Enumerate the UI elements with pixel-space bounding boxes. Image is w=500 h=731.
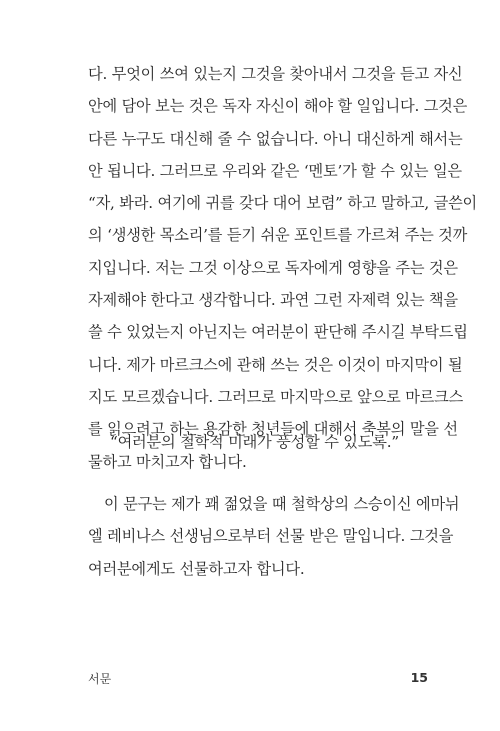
page-number: 15 — [410, 670, 428, 685]
text-line: 여러분에게도 선물하고자 합니다. — [88, 559, 305, 578]
text-line: 다. 무엇이 쓰여 있는지 그것을 찾아내서 그것을 듣고 자신 — [88, 65, 463, 83]
text-line: 이 문구는 제가 꽤 젊었을 때 철학상의 스승이신 에마뉘 — [104, 495, 460, 513]
body-paragraph-2 — [88, 488, 460, 585]
text-line: 지입니다. 저는 그것 이상으로 독자에게 영향을 주는 것은 — [88, 258, 458, 277]
text-line: 지도 모르겠습니다. 그러므로 마지막으로 앞으로 마르크스 — [88, 387, 464, 406]
text-line: 물하고 마치고자 합니다. — [88, 452, 247, 471]
body-paragraph-1 — [88, 58, 478, 478]
text-line: 엘 레비나스 선생님으로부터 선물 받은 말입니다. 그것을 — [88, 527, 454, 546]
quote-block — [110, 426, 440, 458]
text-line: 를 읽으려고 하는 용감한 청년들에 대해서 축복의 말을 선 — [88, 420, 458, 439]
text-line: 다른 누구도 대신해 줄 수 없습니다. 아니 대신하게 해서는 — [88, 129, 463, 148]
text-line: 안 됩니다. 그러므로 우리와 같은 ‘멘토’가 할 수 있는 일은 — [88, 161, 462, 180]
text-line: 안에 담아 보는 것은 독자 자신이 해야 할 일입니다. 그것은 — [88, 97, 468, 116]
text-line: 니다. 제가 마르크스에 관해 쓰는 것은 이것이 마지막이 될 — [88, 355, 463, 374]
footer-section-title: 서문 — [88, 672, 112, 686]
text-line: “자, 봐라. 여기에 귀를 갖다 대어 보렴” 하고 말하고, 글쓴이 — [88, 194, 478, 213]
quote-text: “여러분의 철학적 미래가 풍성할 수 있도록.” — [110, 433, 399, 451]
text-line: 쓸 수 있었는지 아닌지는 여러분이 판단해 주시길 부탁드립 — [88, 323, 468, 342]
text-line: 의 ‘생생한 목소리’를 듣기 쉬운 포인트를 가르쳐 주는 것까 — [88, 226, 468, 245]
text-line: 자제해야 한다고 생각합니다. 과연 그런 자제력 있는 책을 — [88, 291, 458, 310]
